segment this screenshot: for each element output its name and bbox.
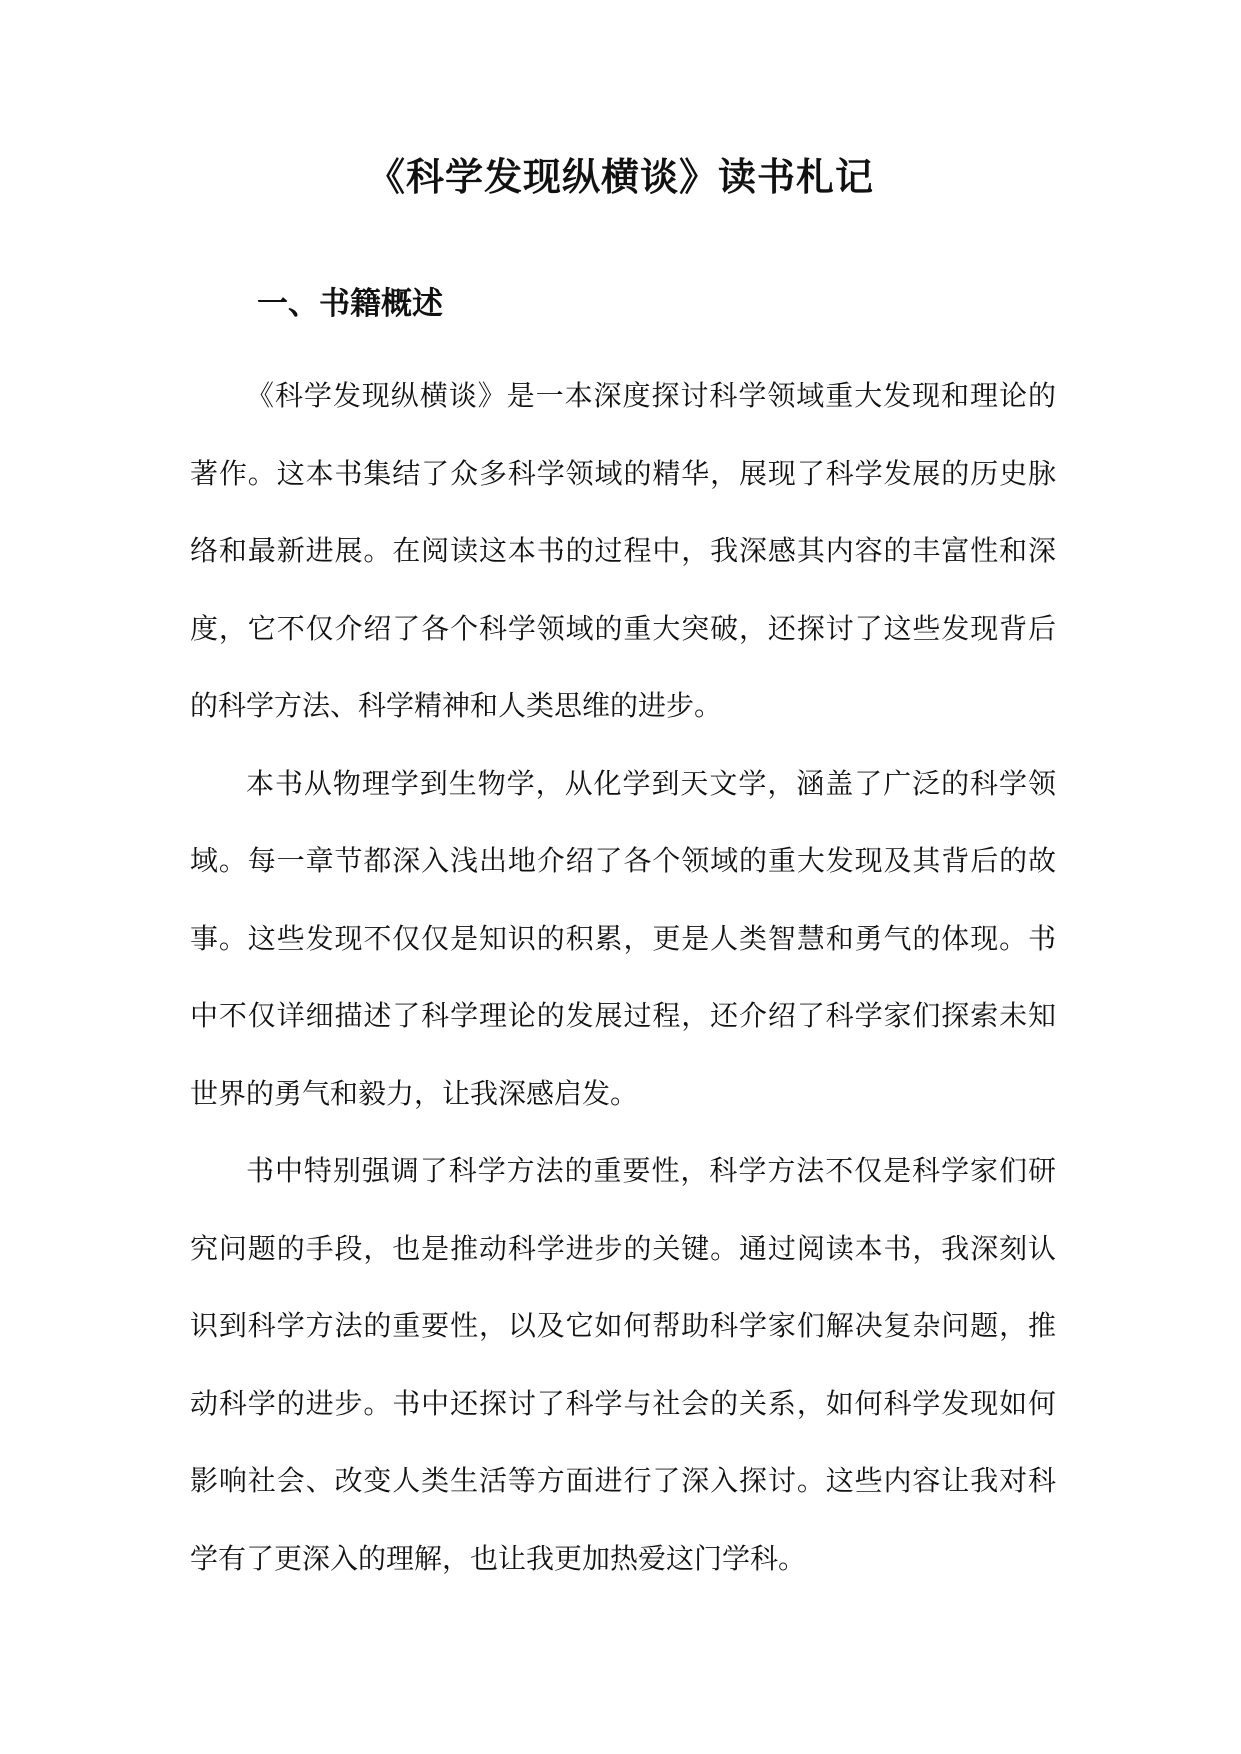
section-heading: 一、书籍概述: [257, 286, 443, 322]
section-body: [190, 357, 1056, 1597]
document-title: 《科学发现纵横谈》读书札记: [366, 155, 874, 199]
body-paragraph-1: 《科学发现纵横谈》是一本深度探讨科学领域重大发现和理论的著作。这本书集结了众多科学领域的精华，展现了科学发展的历史脉络和最新进展。在阅读这本书的过程中，我深感其内容的丰富性和深度，它不仅介绍了各个科学领域的重大突破，还探讨了这些发现背后的科学方法、科学精神和人类思维的进步。: [190, 379, 1056, 722]
body-paragraph-2: 本书从物理学到生物学，从化学到天文学，涵盖了广泛的科学领域。每一章节都深入浅出地介绍了各个领域的重大发现及其背后的故事。这些发现不仅仅是知识的积累，更是人类智慧和勇气的体现。书中不仅详细描述了科学理论的发展过程，还介绍了科学家们探索未知世界的勇气和毅力，让我深感启发。: [190, 766, 1056, 1110]
body-paragraph-3: 书中特别强调了科学方法的重要性，科学方法不仅是科学家们研究问题的手段，也是推动科学进步的关键。通过阅读本书，我深刻认识到科学方法的重要性，以及它如何帮助科学家们解决复杂问题，推动科学的进步。书中还探讨了科学与社会的关系，如何科学发现如何影响社会、改变人类生活等方面进行了深入探讨。这些内容让我对科学有了更深入的理解，也让我更加热爱这门学科。: [190, 1154, 1056, 1575]
